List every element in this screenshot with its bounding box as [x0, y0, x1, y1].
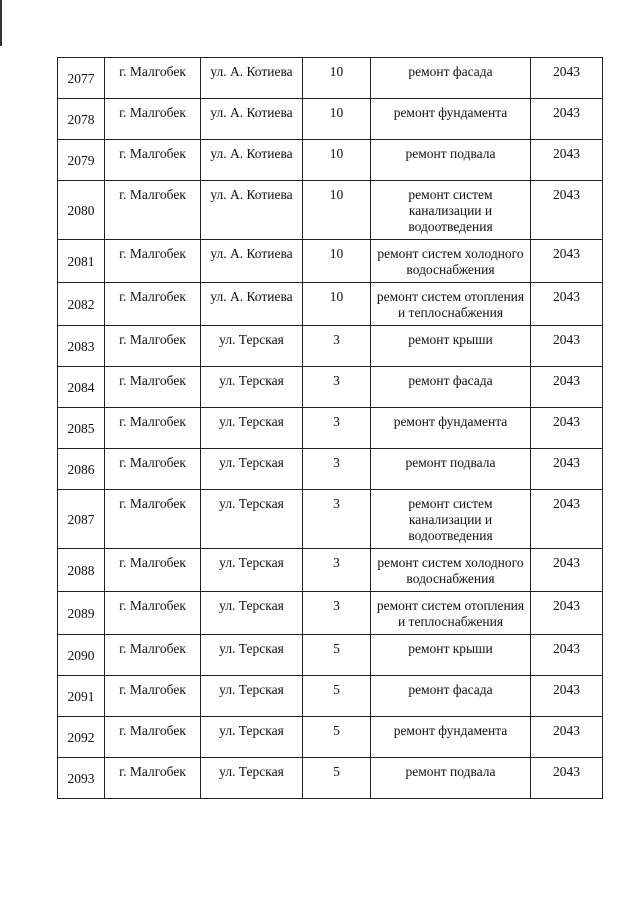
table-row — [58, 592, 603, 635]
work-type-cell: ремонт крыши — [371, 326, 531, 367]
table-row — [58, 58, 603, 99]
street-cell: ул. Терская — [201, 490, 303, 549]
document-page — [57, 57, 602, 799]
city-cell: г. Малгобек — [105, 635, 201, 676]
house-number-cell: 10 — [303, 240, 371, 283]
city-cell: г. Малгобек — [105, 181, 201, 240]
year-cell: 2043 — [531, 140, 603, 181]
row-number-cell: 2078 — [58, 99, 105, 140]
house-number-cell: 10 — [303, 58, 371, 99]
year-cell: 2043 — [531, 549, 603, 592]
city-cell: г. Малгобек — [105, 240, 201, 283]
work-type-cell: ремонт систем холодного водоснабжения — [371, 240, 531, 283]
row-number-cell: 2081 — [58, 240, 105, 283]
city-cell: г. Малгобек — [105, 490, 201, 549]
city-cell: г. Малгобек — [105, 408, 201, 449]
street-cell: ул. А. Котиева — [201, 283, 303, 326]
street-cell: ул. А. Котиева — [201, 99, 303, 140]
work-type-cell: ремонт фундамента — [371, 99, 531, 140]
street-cell: ул. Терская — [201, 326, 303, 367]
table-row — [58, 490, 603, 549]
house-number-cell: 10 — [303, 181, 371, 240]
street-cell: ул. Терская — [201, 676, 303, 717]
work-type-cell: ремонт систем холодного водоснабжения — [371, 549, 531, 592]
year-cell: 2043 — [531, 283, 603, 326]
work-type-cell: ремонт систем отопления и теплоснабжения — [371, 592, 531, 635]
year-cell: 2043 — [531, 717, 603, 758]
table-row — [58, 408, 603, 449]
city-cell: г. Малгобек — [105, 140, 201, 181]
street-cell: ул. Терская — [201, 635, 303, 676]
table-row — [58, 367, 603, 408]
year-cell: 2043 — [531, 408, 603, 449]
house-number-cell: 3 — [303, 549, 371, 592]
house-number-cell: 10 — [303, 99, 371, 140]
street-cell: ул. А. Котиева — [201, 140, 303, 181]
street-cell: ул. Терская — [201, 758, 303, 799]
table-row — [58, 181, 603, 240]
work-type-cell: ремонт фасада — [371, 367, 531, 408]
row-number-cell: 2084 — [58, 367, 105, 408]
year-cell: 2043 — [531, 449, 603, 490]
row-number-cell: 2087 — [58, 490, 105, 549]
city-cell: г. Малгобек — [105, 449, 201, 490]
row-number-cell: 2085 — [58, 408, 105, 449]
table-body — [58, 58, 603, 799]
year-cell: 2043 — [531, 99, 603, 140]
table-row — [58, 283, 603, 326]
city-cell: г. Малгобек — [105, 592, 201, 635]
row-number-cell: 2082 — [58, 283, 105, 326]
street-cell: ул. А. Котиева — [201, 240, 303, 283]
year-cell: 2043 — [531, 758, 603, 799]
street-cell: ул. Терская — [201, 717, 303, 758]
work-type-cell: ремонт подвала — [371, 449, 531, 490]
row-number-cell: 2091 — [58, 676, 105, 717]
row-number-cell: 2089 — [58, 592, 105, 635]
house-number-cell: 3 — [303, 490, 371, 549]
street-cell: ул. Терская — [201, 408, 303, 449]
row-number-cell: 2083 — [58, 326, 105, 367]
row-number-cell: 2079 — [58, 140, 105, 181]
street-cell: ул. А. Котиева — [201, 181, 303, 240]
table-row — [58, 676, 603, 717]
year-cell: 2043 — [531, 592, 603, 635]
work-type-cell: ремонт фундамента — [371, 717, 531, 758]
row-number-cell: 2086 — [58, 449, 105, 490]
work-type-cell: ремонт подвала — [371, 758, 531, 799]
house-number-cell: 5 — [303, 635, 371, 676]
row-number-cell: 2088 — [58, 549, 105, 592]
row-number-cell: 2092 — [58, 717, 105, 758]
city-cell: г. Малгобек — [105, 676, 201, 717]
city-cell: г. Малгобек — [105, 549, 201, 592]
city-cell: г. Малгобек — [105, 58, 201, 99]
table-row — [58, 240, 603, 283]
year-cell: 2043 — [531, 58, 603, 99]
row-number-cell: 2093 — [58, 758, 105, 799]
house-number-cell: 10 — [303, 140, 371, 181]
house-number-cell: 5 — [303, 717, 371, 758]
work-type-cell: ремонт систем отопления и теплоснабжения — [371, 283, 531, 326]
year-cell: 2043 — [531, 326, 603, 367]
city-cell: г. Малгобек — [105, 99, 201, 140]
work-type-cell: ремонт фасада — [371, 58, 531, 99]
table-row — [58, 758, 603, 799]
city-cell: г. Малгобек — [105, 758, 201, 799]
city-cell: г. Малгобек — [105, 283, 201, 326]
year-cell: 2043 — [531, 367, 603, 408]
work-type-cell: ремонт фасада — [371, 676, 531, 717]
year-cell: 2043 — [531, 181, 603, 240]
table-row — [58, 449, 603, 490]
table-row — [58, 717, 603, 758]
house-number-cell: 3 — [303, 592, 371, 635]
scan-edge-mark — [0, 0, 2, 46]
house-number-cell: 3 — [303, 326, 371, 367]
year-cell: 2043 — [531, 240, 603, 283]
house-number-cell: 5 — [303, 758, 371, 799]
house-number-cell: 10 — [303, 283, 371, 326]
city-cell: г. Малгобек — [105, 717, 201, 758]
city-cell: г. Малгобек — [105, 367, 201, 408]
row-number-cell: 2080 — [58, 181, 105, 240]
house-number-cell: 3 — [303, 367, 371, 408]
work-type-cell: ремонт фундамента — [371, 408, 531, 449]
work-type-cell: ремонт систем канализации и водоотведения — [371, 181, 531, 240]
table-row — [58, 99, 603, 140]
house-number-cell: 3 — [303, 408, 371, 449]
table-row — [58, 549, 603, 592]
work-type-cell: ремонт систем канализации и водоотведения — [371, 490, 531, 549]
street-cell: ул. Терская — [201, 592, 303, 635]
table-row — [58, 326, 603, 367]
work-type-cell: ремонт крыши — [371, 635, 531, 676]
repair-schedule-table — [57, 57, 603, 799]
house-number-cell: 3 — [303, 449, 371, 490]
street-cell: ул. Терская — [201, 367, 303, 408]
table-row — [58, 140, 603, 181]
work-type-cell: ремонт подвала — [371, 140, 531, 181]
house-number-cell: 5 — [303, 676, 371, 717]
table-row — [58, 635, 603, 676]
street-cell: ул. Терская — [201, 449, 303, 490]
row-number-cell: 2090 — [58, 635, 105, 676]
row-number-cell: 2077 — [58, 58, 105, 99]
year-cell: 2043 — [531, 676, 603, 717]
city-cell: г. Малгобек — [105, 326, 201, 367]
street-cell: ул. Терская — [201, 549, 303, 592]
street-cell: ул. А. Котиева — [201, 58, 303, 99]
year-cell: 2043 — [531, 635, 603, 676]
year-cell: 2043 — [531, 490, 603, 549]
